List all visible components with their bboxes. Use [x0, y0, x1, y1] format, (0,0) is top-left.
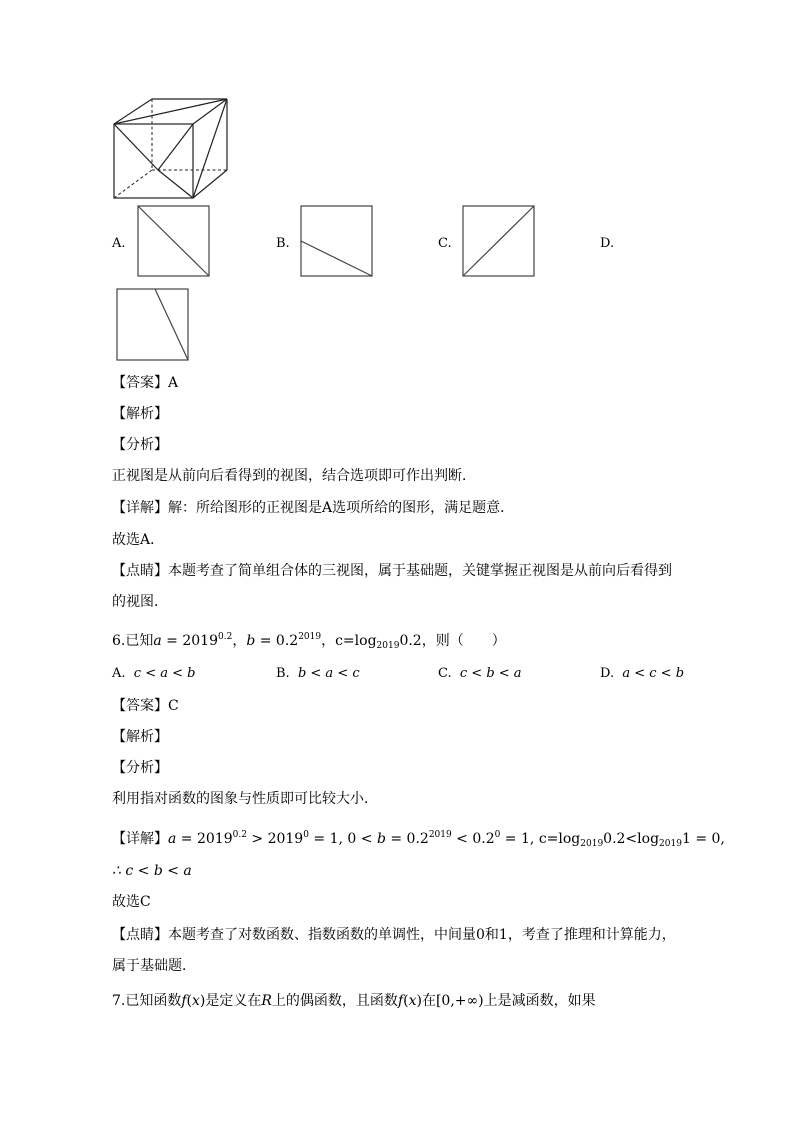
option-a-figure	[137, 205, 211, 278]
option-label-a: A.	[112, 236, 126, 251]
q7-stem: 7.已知函数f(x)是定义在R上的偶函数，且函数f(x)在[0,+∞)上是减函数，如果	[112, 993, 596, 1009]
q6-option-c[interactable]: C. c < b < a	[438, 666, 522, 681]
q5-conclusion: 故选A．	[112, 532, 165, 548]
q5-fenxi-heading: 【分析】	[112, 437, 168, 453]
q6-conclusion: 故选C	[112, 894, 151, 910]
q5-detail: 【详解】解：所给图形的正视图是A选项所给的图形，满足题意．	[112, 500, 515, 516]
q6-option-a[interactable]: A. c < a < b	[112, 666, 196, 681]
q5-analysis-heading: 【解析】	[112, 406, 168, 422]
q6-comment-line1: 【点睛】本题考查了对数函数、指数函数的单调性，中间量0和1，考查了推理和计算能力，	[112, 927, 676, 943]
solid-figure	[110, 96, 232, 202]
q6-stem: 6.已知$a = 2019^{0.2}$，$b = 0.2^{2019}$，$c=\log_{2019}0.2$，则（ ）	[112, 632, 506, 651]
option-label-b: B.	[276, 236, 290, 251]
q6-analysis-heading: 【解析】	[112, 729, 168, 745]
q6-option-b[interactable]: B. b < a < c	[276, 666, 360, 681]
q6-answer: 【答案】C	[112, 698, 179, 714]
option-label-c: C.	[438, 236, 452, 251]
option-label-d: D.	[600, 236, 615, 251]
q6-therefore: ∴ c < b < a	[112, 863, 192, 879]
q5-comment-line2: 的视图．	[112, 594, 168, 610]
q6-detail: 【详解】$a = 2019^{0.2} > 2019^0 = 1$, $0 < b = 0.2^{2019} < 0.2^0 = 1$, $c=\log_{2019}0.2<\log_{2019}1 = 0$,	[112, 830, 725, 849]
option-c-figure	[462, 205, 536, 278]
q5-fenxi-text: 正视图是从前向后看得到的视图，结合选项即可作出判断．	[112, 468, 476, 484]
q6-fenxi-text: 利用指对函数的图象与性质即可比较大小．	[112, 791, 378, 807]
q5-comment-line1: 【点睛】本题考查了简单组合体的三视图，属于基础题，关键掌握正视图是从前向后看得到	[112, 563, 672, 579]
q5-answer: 【答案】A	[112, 375, 179, 391]
option-b-figure	[300, 205, 374, 278]
q6-option-d[interactable]: D. a < c < b	[600, 666, 685, 681]
q6-comment-line2: 属于基础题．	[112, 958, 196, 974]
q6-fenxi-heading: 【分析】	[112, 760, 168, 776]
option-d-figure	[116, 288, 190, 362]
